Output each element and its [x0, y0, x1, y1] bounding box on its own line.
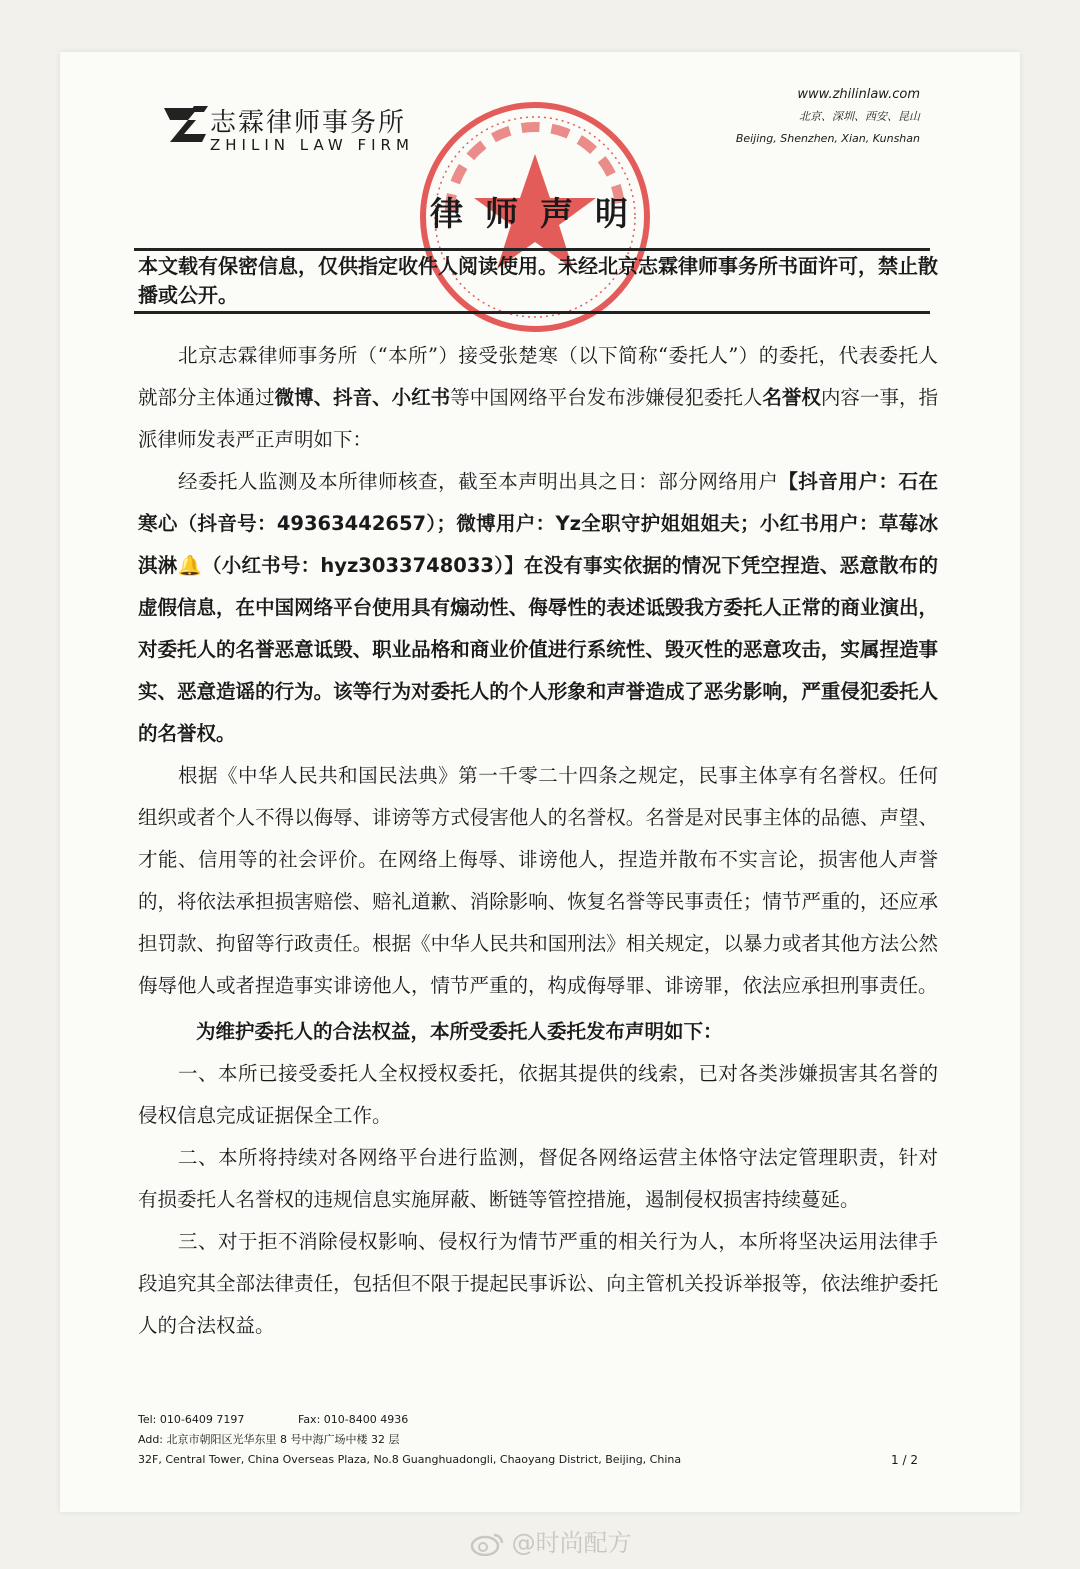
weibo-icon [470, 1532, 504, 1556]
page-number: 1 / 2 [891, 1453, 918, 1467]
page-title: 律师声明 [430, 194, 650, 233]
footer-fax: Fax: 010-8400 4936 [298, 1413, 409, 1426]
document-page [60, 52, 1020, 1512]
watermark-text: @时尚配方 [511, 1529, 632, 1557]
firm-name-en: ZHILIN LAW FIRM [210, 136, 414, 154]
footer [138, 1410, 938, 1470]
firm-name-cn: 志霖律师事务所 [210, 108, 407, 138]
paragraph-intro: 北京志霖律师事务所（“本所”）接受张楚寒（以下简称“委托人”）的委托，代表委托人就部分主体通过微博、抖音、小红书等中国网络平台发布涉嫌侵犯委托人名誉权内容一事，指派律师发表严正声明如下： [138, 344, 938, 451]
confidentiality-notice: 本文载有保密信息，仅供指定收件人阅读使用。未经北京志霖律师事务所书面许可，禁止散播或公开。 [138, 254, 938, 307]
website-link[interactable]: www.zhilinlaw.com [797, 87, 920, 102]
section-heading: 为维护委托人的合法权益，本所受委托人委托发布声明如下： [196, 1020, 723, 1043]
footer-tel: Tel: 010-6409 7197 [138, 1413, 245, 1426]
statement-item-3: 三、对于拒不消除侵权影响、侵权行为情节严重的相关行为人，本所将坚决运用法律手段追究其全部法律责任，包括但不限于提起民事诉讼、向主管机关投诉举报等，依法维护委托人的合法权益。 [138, 1230, 938, 1337]
cities-en: Beijing, Shenzhen, Xian, Kunshan [735, 132, 920, 145]
firm-contact-block [736, 84, 920, 150]
cities-cn: 北京、深圳、西安、昆山 [799, 110, 920, 123]
statement-item-2: 二、本所将持续对各网络平台进行监测，督促各网络运营主体恪守法定管理职责，针对有损委托人名誉权的违规信息实施屏蔽、断链等管控措施，遏制侵权损害持续蔓延。 [138, 1146, 938, 1211]
divider [134, 248, 930, 251]
bell-icon: 🔔 [177, 554, 202, 577]
zl-logo-icon [158, 102, 210, 148]
watermark [470, 1523, 632, 1558]
statement-item-1: 一、本所已接受委托人全权授权委托，依据其提供的线索，已对各类涉嫌损害其名誉的侵权信息完成证据保全工作。 [138, 1062, 938, 1127]
paragraph-findings: 经委托人监测及本所律师核查，截至本声明出具之日：部分网络用户【抖音用户：石在寒心（抖音号：49363442657）；微博用户：Yz全职守护姐姐姐夫；小红书用户：草莓冰淇淋🔔（小红书号：hyz3033748033）】在没有事实依据的情况下凭空捏造、恶意散布的虚假信息，在中国网络平台使用具有煽动性、侮辱性的表述诋毁我方委托人正常的商业演出，对委托人的名誉恶意诋毁、职业品格和商业价值进行系统性、毁灭性的恶意攻击，实属捏造事实、恶意造谣的行为。该等行为对委托人的个人形象和声誉造成了恶劣影响，严重侵犯委托人的名誉权。 [138, 470, 939, 745]
footer-address-en: 32F, Central Tower, China Overseas Plaza, No.8 Guanghuadongli, Chaoyang District, Beijing, China [138, 1453, 682, 1466]
paragraph-legal-basis: 根据《中华人民共和国民法典》第一千零二十四条之规定，民事主体享有名誉权。任何组织或者个人不得以侮辱、诽谤等方式侵害他人的名誉权。名誉是对民事主体的品德、声望、才能、信用等的社会评价。在网络上侮辱、诽谤他人，捏造并散布不实言论，损害他人声誉的，将依法承担损害赔偿、赔礼道歉、消除影响、恢复名誉等民事责任；情节严重的，还应承担罚款、拘留等行政责任。根据《中华人民共和国刑法》相关规定，以暴力或者其他方法公然侮辱他人或者捏造事实诽谤他人，情节严重的，构成侮辱罪、诽谤罪，依法应承担刑事责任。 [138, 764, 938, 997]
statement-body [138, 335, 938, 1347]
divider [134, 311, 930, 314]
footer-address-cn: Add: 北京市朝阳区光华东里 8 号中海广场中楼 32 层 [138, 1433, 400, 1446]
